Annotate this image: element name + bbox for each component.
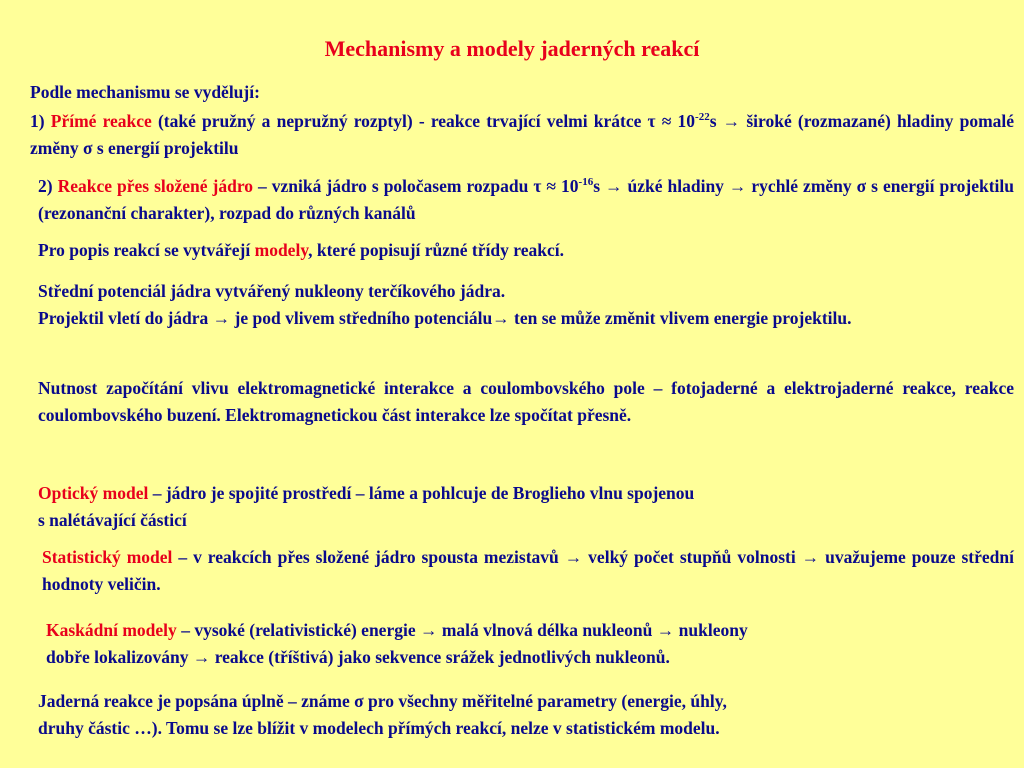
text-line bbox=[46, 617, 1014, 644]
text-line: Projektil vletí do jádra → je pod vlivem středního potenciálu→ ten se může změnit vlivem energie projektilu. bbox=[38, 308, 852, 328]
text: – v reakcích přes složené jádro spousta mezistavů → velký počet stupňů volnosti → uvažujeme pouze střední hodnoty veličin. bbox=[42, 547, 1014, 594]
slide-title: Mechanismy a modely jaderných reakcí bbox=[324, 36, 700, 61]
term-models: modely bbox=[254, 240, 309, 260]
text: (také pružný a nepružný rozptyl) - reakce trvající velmi krátce τ ≈ 10 bbox=[151, 111, 696, 131]
term-direct-reactions: Přímé reakce bbox=[50, 111, 152, 131]
text-line: Střední potenciál jádra vytvářený nukleony terčíkového jádra. bbox=[38, 281, 506, 301]
term-compound-nucleus: Reakce přes složené jádro bbox=[57, 176, 254, 196]
text: – jádro je spojité prostředí – láme a pohlcuje de Broglieho vlnu spojenou bbox=[148, 483, 695, 503]
text: – vysoké (relativistické) energie → malá vlnová délka nukleonů → nukleony bbox=[176, 620, 748, 640]
text-line: dobře lokalizovány → reakce (tříštivá) jako sekvence srážek jednotlivých nukleonů. bbox=[46, 647, 670, 667]
term-statistical-model: Statistický model bbox=[42, 547, 173, 567]
text: s → široké (rozmazané) hladiny pomalé změny σ s energií projektilu bbox=[30, 111, 1015, 158]
term-cascade-models: Kaskádní modely bbox=[46, 620, 177, 640]
text: s → úzké hladiny → rychlé změny σ s energií projektilu (rezonanční charakter), rozpad do různých kanálů bbox=[38, 176, 1015, 223]
paragraph-conclusion bbox=[38, 688, 1014, 742]
text-line: Jaderná reakce je popsána úplně – známe σ pro všechny měřitelné parametry (energie, úhly, bbox=[38, 691, 727, 711]
paragraph-compound-nucleus bbox=[38, 173, 1014, 227]
text-line bbox=[38, 480, 1014, 507]
text-line: druhy částic …). Tomu se lze blížit v modelech přímých reakcí, nelze v statistickém modelu. bbox=[38, 718, 720, 738]
paragraph-electromagnetic: Nutnost započítání vlivu elektromagnetické interakce a coulombovského pole – fotojaderné a elektrojaderné reakce, reakce coulombovského buzení. Elektromagnetickou část interakce lze spočítat přesně. bbox=[38, 378, 1014, 425]
term-optical-model: Optický model bbox=[38, 483, 149, 503]
paragraph-models-intro bbox=[38, 237, 1014, 264]
intro-text: Podle mechanismu se vydělují: bbox=[30, 82, 260, 102]
paragraph-optical-model bbox=[38, 480, 1014, 534]
text: Pro popis reakcí se vytvářejí bbox=[38, 240, 255, 260]
text-line: s nalétávající částicí bbox=[38, 510, 187, 530]
paragraph-mean-potential bbox=[38, 278, 1014, 332]
text: , které popisují různé třídy reakcí. bbox=[308, 240, 564, 260]
exponent: -16 bbox=[578, 176, 594, 188]
exponent: -22 bbox=[695, 111, 710, 123]
list-number: 2) bbox=[38, 176, 58, 196]
list-number: 1) bbox=[30, 111, 51, 131]
paragraph-cascade-models bbox=[46, 617, 1014, 671]
text: – vzniká jádro s poločasem rozpadu τ ≈ 10 bbox=[253, 176, 579, 196]
paragraph-statistical-model bbox=[42, 544, 1014, 598]
paragraph-direct-reactions bbox=[30, 108, 1014, 162]
